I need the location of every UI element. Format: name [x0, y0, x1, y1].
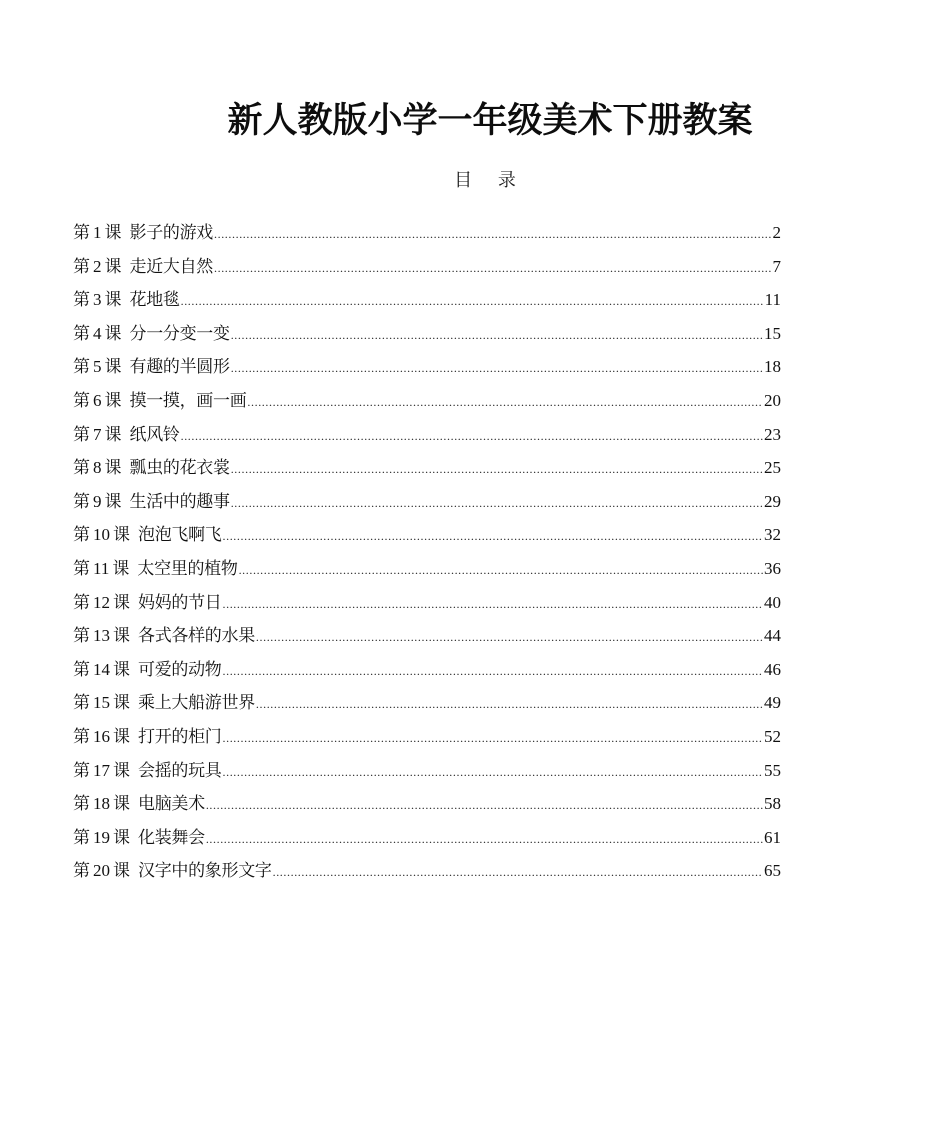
- lesson-title: 各式各样的水果: [138, 626, 255, 647]
- lesson-title: 电脑美术: [138, 794, 205, 815]
- lesson-number: [73, 521, 130, 549]
- dot-leader: [206, 791, 763, 819]
- lesson-number-value: 18: [93, 794, 110, 814]
- lesson-prefix: 第: [73, 390, 90, 411]
- lesson-page-number: 58: [764, 794, 781, 814]
- lesson-suffix: 课: [104, 491, 122, 512]
- lesson-number: [73, 824, 130, 852]
- lesson-suffix: 课: [113, 760, 130, 781]
- lesson-title: 可爱的动物: [138, 659, 222, 680]
- toc-entry-3[interactable]: [73, 286, 781, 320]
- lesson-title: 纸风铃: [129, 424, 180, 445]
- lesson-title: 汉字中的象形文字: [138, 861, 272, 882]
- lesson-number-value: 16: [93, 726, 110, 746]
- lesson-prefix: 第: [73, 693, 90, 714]
- toc-entry-2[interactable]: [73, 253, 781, 287]
- lesson-page-number: 32: [764, 525, 781, 545]
- lesson-number-value: 7: [93, 424, 102, 444]
- table-of-contents: [73, 219, 781, 891]
- lesson-suffix: 课: [113, 794, 130, 815]
- lesson-prefix: 第: [73, 491, 90, 512]
- lesson-prefix: 第: [73, 861, 90, 882]
- toc-entry-12[interactable]: [73, 589, 781, 623]
- lesson-suffix: 课: [104, 458, 122, 479]
- lesson-page-number: 29: [764, 491, 781, 511]
- toc-entry-4[interactable]: [73, 320, 781, 354]
- lesson-number: [73, 353, 122, 381]
- lesson-title: 影子的游戏: [129, 223, 213, 243]
- dot-leader: [214, 254, 772, 282]
- dot-leader: [206, 825, 763, 853]
- lesson-number: [73, 454, 122, 482]
- lesson-number: [73, 757, 130, 785]
- lesson-number: [73, 286, 122, 314]
- lesson-number: [73, 656, 130, 684]
- toc-entry-15[interactable]: [73, 689, 781, 723]
- lesson-suffix: 课: [112, 558, 130, 579]
- toc-entry-8[interactable]: [73, 454, 781, 488]
- lesson-number: [73, 219, 122, 247]
- dot-leader: [231, 489, 763, 517]
- lesson-prefix: 第: [73, 424, 90, 445]
- dot-leader: [223, 657, 764, 685]
- toc-entry-9[interactable]: [73, 488, 781, 522]
- lesson-page-number: 44: [764, 626, 781, 646]
- lesson-suffix: 课: [113, 827, 130, 848]
- lesson-prefix: 第: [73, 256, 90, 277]
- toc-entry-19[interactable]: [73, 824, 781, 858]
- toc-entry-10[interactable]: [73, 521, 781, 555]
- lesson-number-value: 6: [93, 390, 102, 410]
- dot-leader: [214, 220, 772, 248]
- dot-leader: [256, 690, 763, 718]
- lesson-number-value: 4: [93, 323, 102, 343]
- lesson-suffix: 课: [104, 290, 122, 311]
- lesson-page-number: 18: [764, 357, 781, 377]
- lesson-title: 分一分变一变: [129, 323, 230, 344]
- lesson-title: 会摇的玩具: [138, 760, 222, 781]
- lesson-title: 妈妈的节日: [138, 592, 222, 613]
- lesson-page-number: 46: [764, 659, 781, 679]
- lesson-prefix: 第: [73, 525, 90, 546]
- lesson-prefix: 第: [73, 290, 90, 311]
- dot-leader: [181, 287, 764, 315]
- toc-heading: 目 录: [454, 170, 526, 191]
- lesson-number: [73, 723, 130, 751]
- lesson-suffix: 课: [113, 592, 130, 613]
- lesson-title: 有趣的半圆形: [129, 357, 230, 378]
- lesson-number: [73, 790, 130, 818]
- lesson-number-value: 12: [93, 592, 110, 612]
- lesson-prefix: 第: [73, 794, 90, 815]
- lesson-number-value: 14: [93, 659, 110, 679]
- dot-leader: [231, 455, 763, 483]
- lesson-prefix: 第: [73, 592, 90, 613]
- toc-entry-13[interactable]: [73, 622, 781, 656]
- lesson-number-value: 1: [93, 223, 102, 242]
- lesson-prefix: 第: [73, 558, 90, 579]
- lesson-number-value: 8: [93, 458, 102, 478]
- toc-entry-11[interactable]: [73, 555, 781, 589]
- lesson-prefix: 第: [73, 223, 90, 243]
- lesson-number-value: 20: [93, 861, 110, 881]
- lesson-title: 生活中的趣事: [129, 491, 230, 512]
- lesson-prefix: 第: [73, 323, 90, 344]
- lesson-number-value: 13: [93, 626, 110, 646]
- lesson-suffix: 课: [113, 861, 130, 882]
- lesson-suffix: 课: [104, 256, 122, 277]
- lesson-page-number: 61: [764, 827, 781, 847]
- lesson-title: 瓢虫的花衣裳: [129, 458, 230, 479]
- lesson-number: [73, 622, 130, 650]
- lesson-page-number: 49: [764, 693, 781, 713]
- lesson-prefix: 第: [73, 760, 90, 781]
- dot-leader: [223, 522, 764, 550]
- toc-entry-17[interactable]: [73, 757, 781, 791]
- document-title: 新人教版小学一年级美术下册教案: [227, 101, 753, 141]
- toc-entry-1[interactable]: [73, 219, 781, 253]
- lesson-prefix: 第: [73, 458, 90, 479]
- lesson-prefix: 第: [73, 827, 90, 848]
- toc-entry-16[interactable]: [73, 723, 781, 757]
- dot-leader: [231, 321, 763, 349]
- lesson-title: 摸一摸，画一画: [129, 390, 247, 411]
- lesson-number: [73, 857, 130, 885]
- lesson-number: [73, 320, 122, 348]
- toc-entry-6[interactable]: [73, 387, 781, 421]
- lesson-number: [73, 387, 122, 415]
- lesson-number: [73, 555, 129, 583]
- dot-leader: [256, 623, 763, 651]
- lesson-title: 花地毯: [129, 290, 180, 311]
- lesson-number: [73, 589, 130, 617]
- lesson-number-value: 10: [93, 525, 110, 545]
- dot-leader: [247, 388, 763, 416]
- dot-leader: [223, 758, 764, 786]
- lesson-suffix: 课: [104, 223, 122, 243]
- lesson-page-number: 20: [764, 390, 781, 410]
- lesson-prefix: 第: [73, 357, 90, 378]
- lesson-number: [73, 488, 122, 516]
- lesson-number-value: 17: [93, 760, 110, 780]
- lesson-prefix: 第: [73, 626, 90, 647]
- lesson-number-value: 5: [93, 357, 102, 377]
- lesson-title: 化装舞会: [138, 827, 205, 848]
- lesson-suffix: 课: [113, 693, 130, 714]
- lesson-title: 乘上大船游世界: [138, 693, 255, 714]
- toc-entry-7[interactable]: [73, 421, 781, 455]
- lesson-number: [73, 253, 122, 281]
- lesson-page-number: 15: [764, 323, 781, 343]
- toc-entry-14[interactable]: [73, 656, 781, 690]
- lesson-page-number: 7: [772, 256, 781, 276]
- lesson-number-value: 9: [93, 491, 102, 511]
- lesson-suffix: 课: [104, 323, 122, 344]
- lesson-title: 打开的柜门: [138, 726, 222, 747]
- dot-leader: [231, 354, 763, 382]
- lesson-number-value: 3: [93, 290, 102, 310]
- dot-leader: [223, 724, 764, 752]
- lesson-page-number: 23: [764, 424, 781, 444]
- lesson-suffix: 课: [113, 626, 130, 647]
- dot-leader: [273, 858, 763, 886]
- lesson-number: [73, 421, 122, 449]
- lesson-page-number: 52: [764, 726, 781, 746]
- lesson-suffix: 课: [104, 357, 122, 378]
- lesson-page-number: 36: [764, 558, 781, 578]
- lesson-page-number: 55: [764, 760, 781, 780]
- toc-entry-18[interactable]: [73, 790, 781, 824]
- lesson-prefix: 第: [73, 726, 90, 747]
- toc-entry-20[interactable]: [73, 857, 781, 891]
- lesson-page-number: 2: [772, 223, 781, 242]
- lesson-page-number: 65: [764, 861, 781, 881]
- lesson-prefix: 第: [73, 659, 90, 680]
- lesson-number-value: 15: [93, 693, 110, 713]
- lesson-number-value: 2: [93, 256, 102, 276]
- lesson-suffix: 课: [113, 659, 130, 680]
- lesson-page-number: 25: [764, 458, 781, 478]
- dot-leader: [223, 590, 764, 618]
- dot-leader: [239, 556, 763, 584]
- lesson-number-value: 11: [93, 558, 110, 578]
- lesson-suffix: 课: [104, 390, 122, 411]
- lesson-number-value: 19: [93, 827, 110, 847]
- lesson-title: 泡泡飞啊飞: [138, 525, 222, 546]
- toc-entry-5[interactable]: [73, 353, 781, 387]
- lesson-suffix: 课: [104, 424, 122, 445]
- lesson-title: 走近大自然: [129, 256, 213, 277]
- lesson-title: 太空里的植物: [137, 558, 238, 579]
- lesson-suffix: 课: [113, 726, 130, 747]
- lesson-page-number: 11: [764, 290, 781, 310]
- lesson-suffix: 课: [113, 525, 130, 546]
- lesson-page-number: 40: [764, 592, 781, 612]
- dot-leader: [181, 422, 763, 450]
- lesson-number: [73, 689, 130, 717]
